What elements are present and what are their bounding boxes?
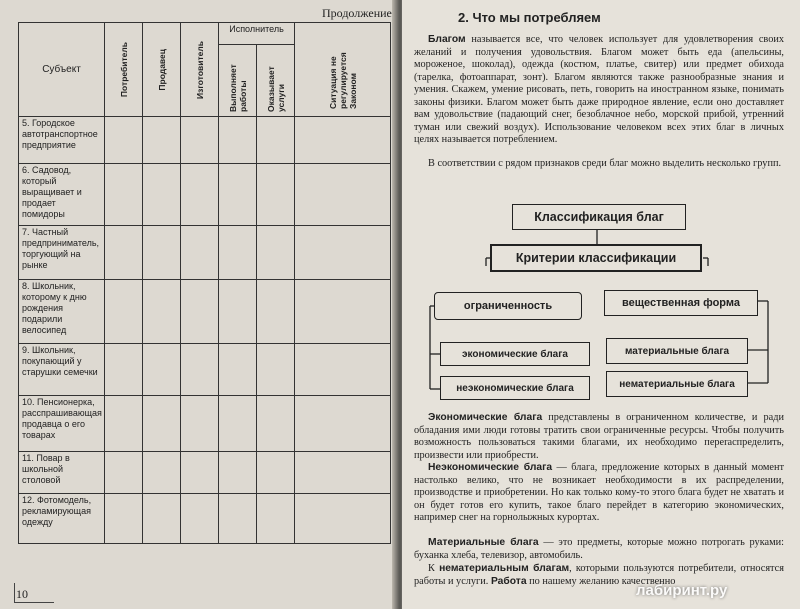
subject-table	[18, 22, 391, 544]
material-goods-box: материальные блага	[606, 338, 748, 364]
performer-services-header: Оказывает услуги	[265, 65, 286, 112]
role-header-manufacturer: Изготовитель	[194, 40, 205, 99]
diagram-title-box: Классификация благ	[512, 204, 686, 230]
noneconomic-paragraph: Неэкономические блага — блага, предложение которых в данный момент настолько велико, что не возникает необходимости в их распределении, производстве и приобретении. Но как только кому-то этого блага будет не хватать и он будет готов его купить, такое благо перейдет в категорию экономических, например снег на горнолыжных курортах.	[414, 462, 784, 523]
page-number-rule	[14, 583, 15, 603]
continuation-label: Продолжение	[322, 6, 392, 20]
performer-header: Исполнитель	[219, 23, 295, 45]
watermark-logo: лабиринт.ру	[636, 582, 728, 599]
page-number: 10	[16, 587, 28, 601]
performer-works-header: Выполняет работы	[227, 63, 248, 112]
role-header-seller: Продавец	[156, 48, 167, 91]
nonmaterial-paragraph: К нематериальным благам, которыми пользуются потребители, относятся работы и услуги. Работа по нашему желанию качественно	[414, 563, 784, 587]
subject-header: Субъект	[19, 23, 105, 117]
not-regulated-header: Ситуация не регулируется Законом	[327, 51, 358, 109]
noneconomic-goods-box: неэкономические блага	[440, 376, 590, 400]
table-row-subject: 7. Частный предприниматель, торгующий на рынке	[19, 226, 105, 280]
section-title: 2. Что мы потребляем	[458, 10, 601, 25]
groups-paragraph: В соответствии с рядом признаков среди благ можно выделить несколько групп.	[428, 158, 782, 169]
table-row-subject: 9. Школьник, покупающий у старушки семечки	[19, 344, 105, 396]
table-row-subject: 12. Фотомодель, рекламирующая одежду	[19, 494, 105, 544]
page-number-rule-bottom	[14, 602, 54, 603]
criteria-box: Критерии классификации	[490, 244, 702, 272]
role-header-consumer: Потребитель	[118, 41, 129, 98]
table-row-subject: 10. Пенсионерка, расспрашивающая продавца о его товарах	[19, 396, 105, 452]
economic-paragraph: Экономические блага представлены в ограниченном количестве, и ради обладания ими люди готовы тратить свои ограниченные ресурсы. Чтобы получить возможность пользоваться такими благами, их необходимо переraспределить, произвести или приобрести.	[414, 412, 784, 461]
table-row-subject: 6. Садовод, который выращивает и продает помидоры	[19, 164, 105, 226]
criterion-limited-box: ограниченность	[434, 292, 582, 320]
term-blago: Благом	[428, 34, 466, 45]
nonmaterial-goods-box: нематериальные блага	[606, 371, 748, 397]
intro-paragraph: Благом называется все, что человек использует для удовлетворения своих желаний и получения удовольствия. Благом может быть еда (апельсины, мороженое, шоколад), одежда (костюм, платье, свитер) или предмет обихода (тарелка, фотоаппарат, зонт). Благом являются также разнообразные знания и умения. Скажем, умение рисовать, петь, говорить на иностранном языке, понимать законы физики. Благом может быть даже природное явление, если оно доставляет вам удовольствие (падающий снег, безоблачное небо, морской прибой, утренний туман или свежий воздух). Использование человеком всех этих благ в личных целях называется потреблением.	[414, 34, 784, 145]
table-row-subject: 11. Повар в школьной столовой	[19, 452, 105, 494]
criterion-form-box: вещественная форма	[604, 290, 758, 316]
material-paragraph: Материальные блага — это предметы, которые можно потрогать руками: буханка хлеба, телевизор, автомобиль.	[414, 537, 784, 561]
economic-goods-box: экономические блага	[440, 342, 590, 366]
table-row-subject: 8. Школьник, которому к дню рождения подарили велосипед	[19, 280, 105, 344]
table-row-subject: 5. Городское автотранспортное предприятие	[19, 117, 105, 164]
